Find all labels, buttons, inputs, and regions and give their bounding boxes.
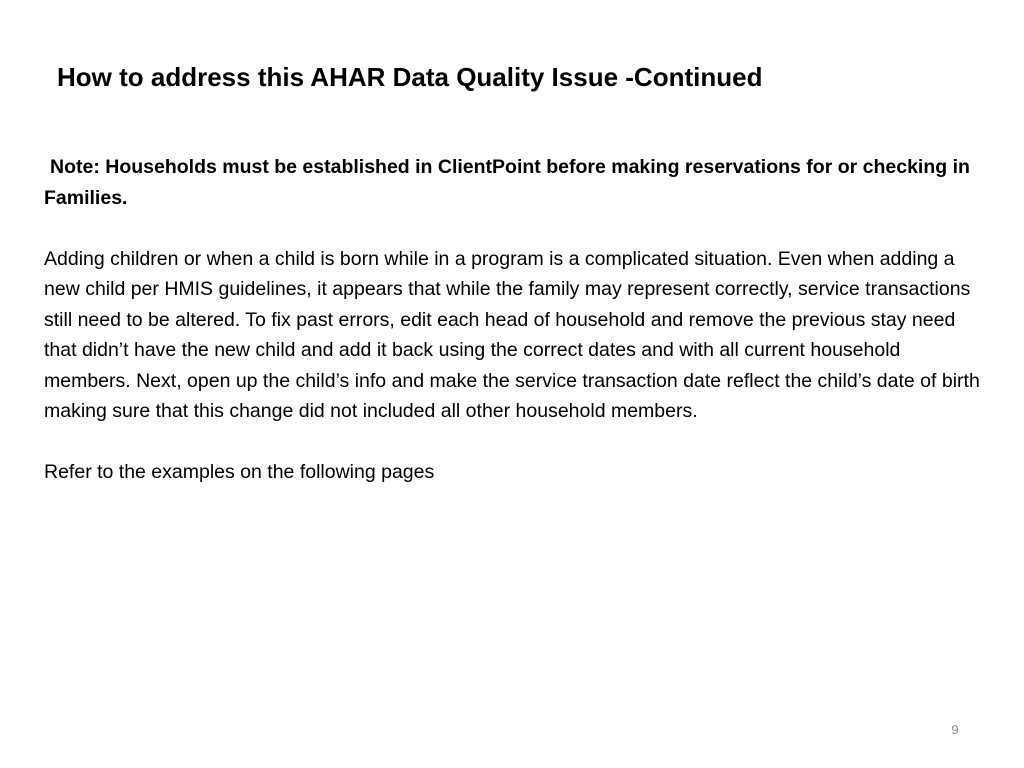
slide-title: How to address this AHAR Data Quality Issue -Continued xyxy=(57,62,763,92)
note-text: Note: Households must be established in ClientPoint before making reservations for or checking in Families. xyxy=(44,156,970,209)
body-paragraph: Adding children or when a child is born while in a program is a complicated situation. Even when adding a new child per HMIS guidelines, it appears that while the family may represent correctly, service transactions still need to be altered. To fix past errors, edit each head of household and remove the previous stay need that didn’t have the new child and add it back using the correct dates and with all current household members. Next, open up the child’s info and make the service transaction date reflect the child’s date of birth making sure that this change did not included all other household members. xyxy=(44,247,980,422)
refer-text: Refer to the examples on the following pages xyxy=(44,461,435,483)
page-number: 9 xyxy=(951,722,959,737)
slide-body xyxy=(44,152,980,488)
